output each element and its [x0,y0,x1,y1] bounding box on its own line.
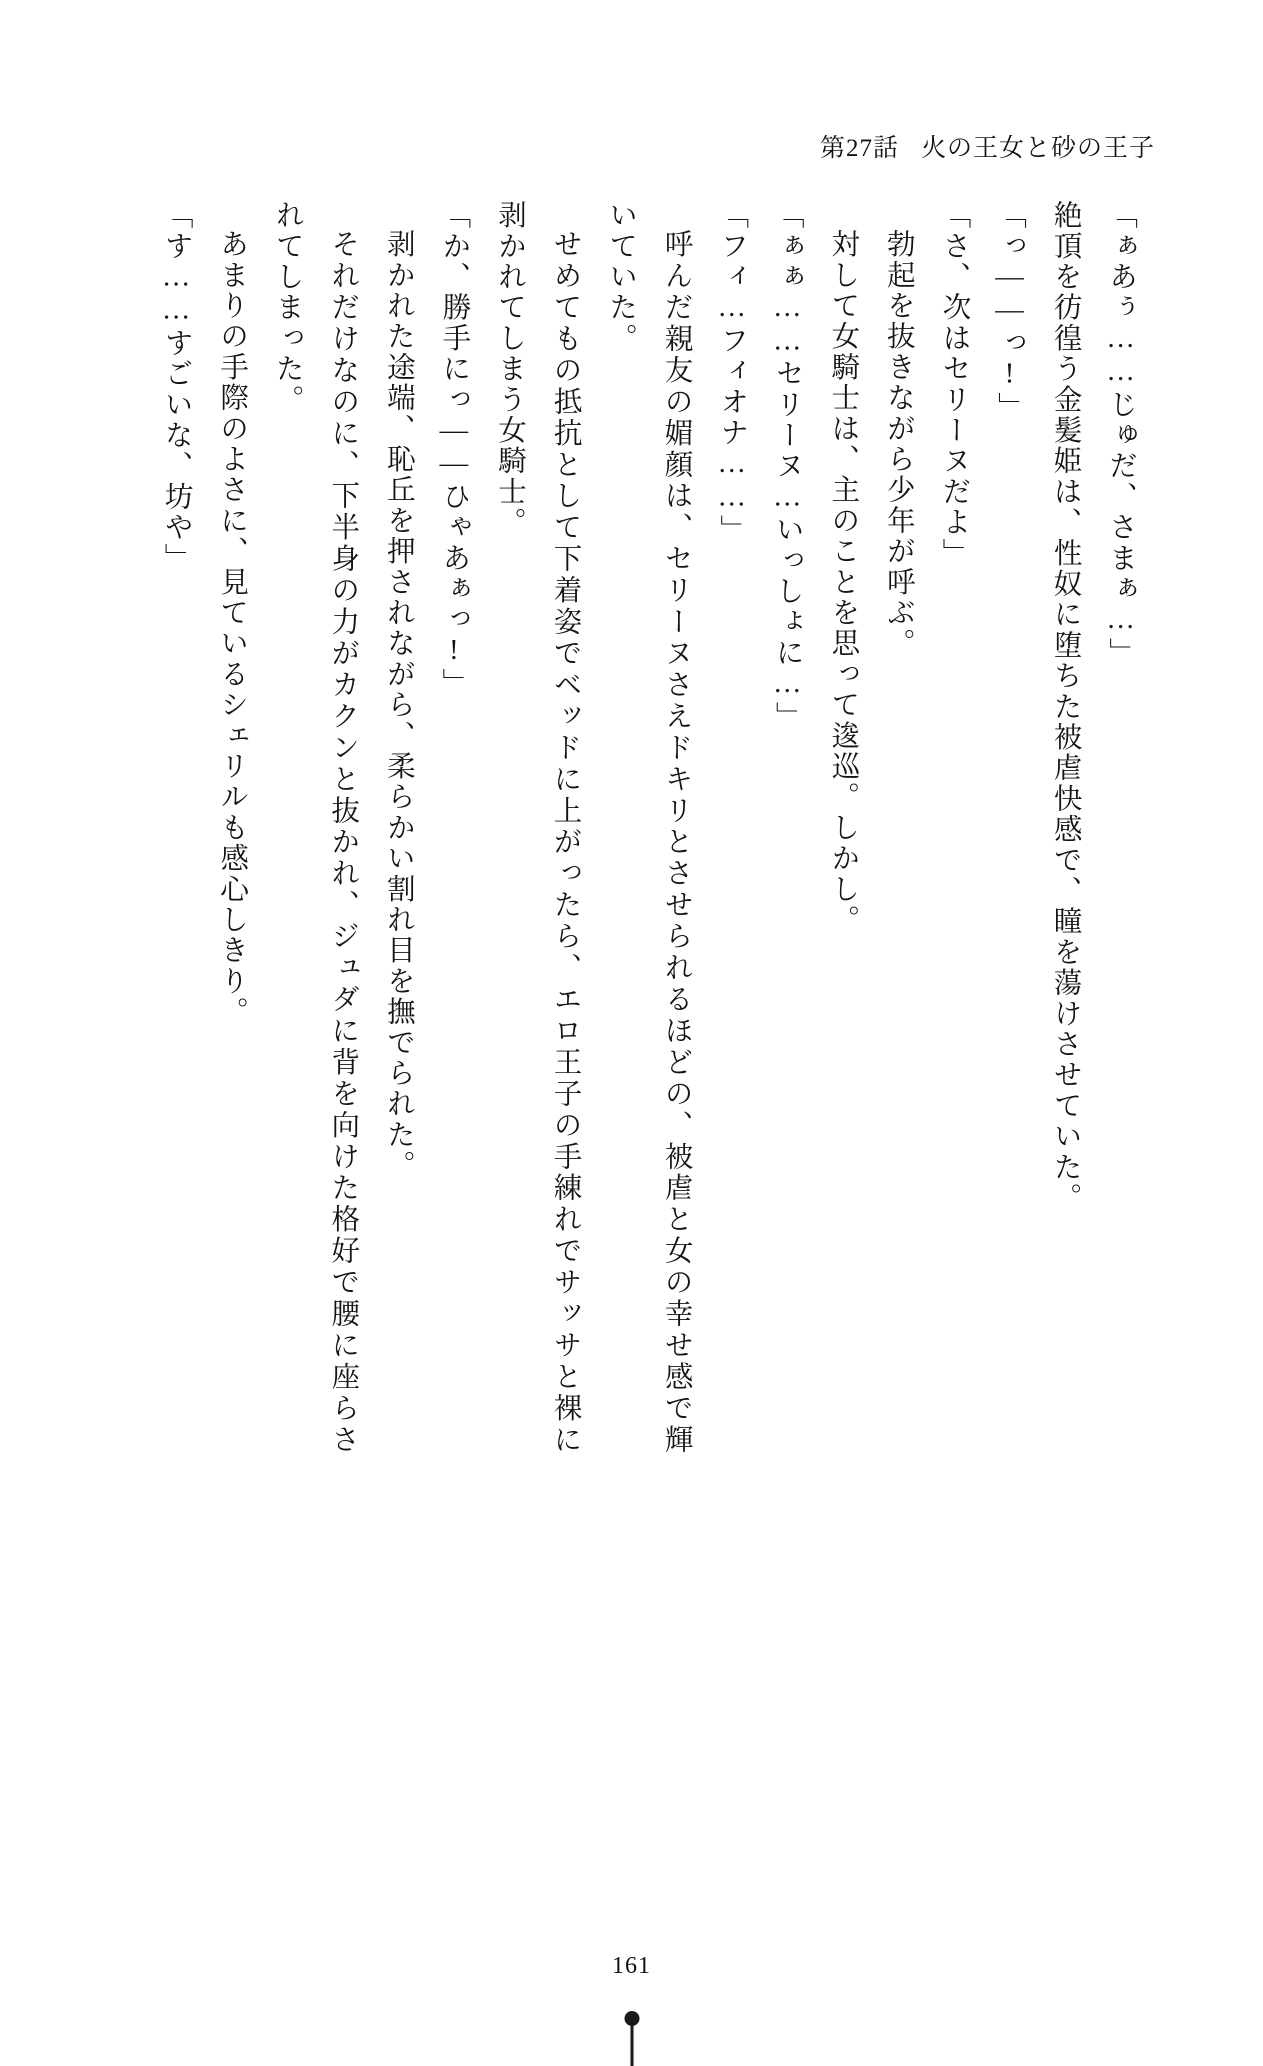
running-head-chapter-number: 第27話 [819,135,899,162]
paragraph: 剥かれた途端、恥丘を押されながら、柔らかい割れ目を撫でられた。 [382,229,414,1181]
paragraph: 「ぁあぅ……じゅだ、さまぁ…」 [1105,200,1137,668]
paragraph: 呼んだ親友の媚顔は、セリーヌさえドキリとさせられるほどの、被虐と女の幸せ感で輝いていた。 [605,200,692,1455]
paragraph: 「か、勝手にっ——ひゃあぁっ!」 [438,200,470,699]
vertical-text-block [148,200,1148,1455]
paragraph: 「フィ…フィオナ……」 [716,200,748,546]
paragraph: 「ぁぁ……セリーヌ…いっしょに…」 [771,200,803,732]
body-text-area [148,200,1158,1460]
folio-rule-ornament [630,2024,633,2066]
paragraph: 「さ、次はセリーヌだよ」 [938,200,970,569]
page-number: 161 [612,1953,651,1979]
paragraph: 勃起を抜きながら少年が呼ぶ。 [882,229,914,659]
paragraph: せめてもの抵抗として下着姿でベッドに上がったら、エロ王子の手練れでサッサと裸に剥かれてしまう女騎士。 [493,200,581,1455]
paragraph: 「す……すごいな、坊や」 [160,200,192,574]
paragraph: 「っ——っ!」 [994,200,1025,423]
paragraph: それだけなのに、下半身の力がカクンと抜かれ、ジュダに背を向けた格好で腰に座らされてしまった。 [271,200,359,1455]
paragraph: あまりの手際のよさに、見ているシェリルも感心しきり。 [216,229,248,1028]
paragraph: 対して女騎士は、主のことを思って逡巡。しかし。 [827,229,859,936]
running-head [820,128,1155,164]
paragraph: 絶頂を彷徨う金髪姫は、性奴に堕ちた被虐快感で、瞳を蕩けさせていた。 [1049,200,1081,1214]
running-head-chapter-title: 火の王女と砂の王子 [920,135,1155,162]
